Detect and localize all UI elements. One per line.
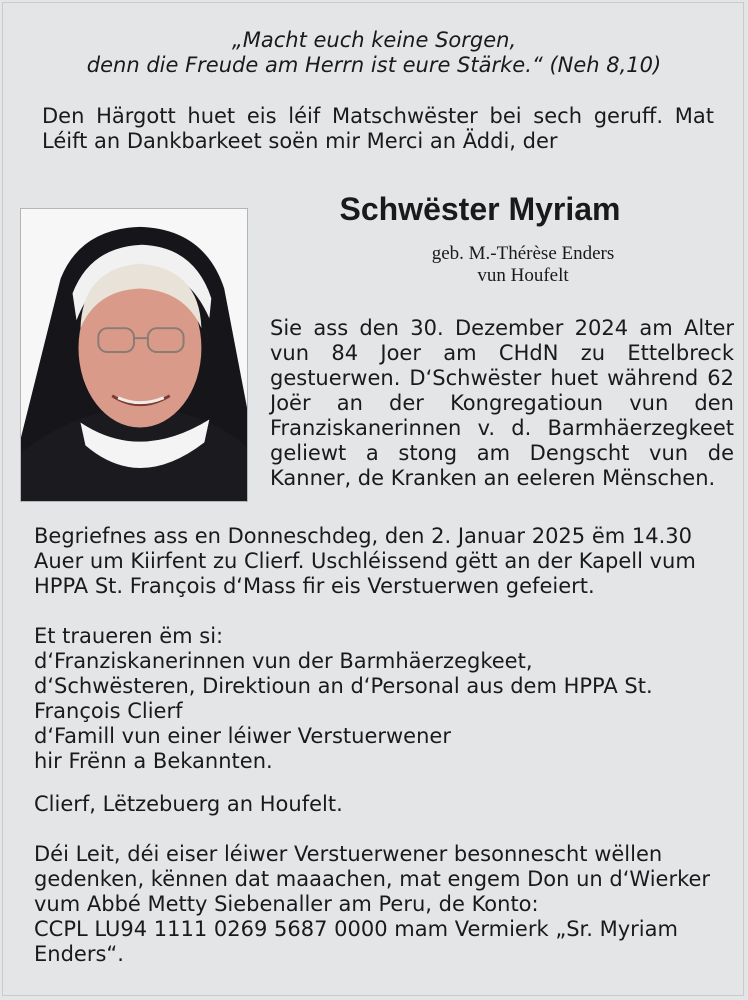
donations-line: CCPL LU94 1111 0269 5687 0000 mam Vermierk „Sr. Myriam [34,917,678,941]
donations-line: Déi Leit, déi eiser léiwer Verstuerwener besonnescht wëllen [34,842,663,866]
funeral-line: Begriefnes ass en Donneschdeg, den 2. Januar 2025 ëm 14.30 [34,524,692,548]
funeral-line: HPPA St. François d‘Mass fir eis Verstuerwen gefeiert. [34,574,595,598]
quote-line: denn die Freude am Herrn ist eure Stärke.“ (Neh 8,10) [86,53,662,77]
places-paragraph [34,792,734,817]
portrait-illustration [21,209,247,501]
places-line: Clierf, Lëtzebuerg an Houfelt. [34,792,343,816]
mourners-line: d‘Franziskanerinnen vun der Barmhäerzegkeet, [34,649,533,673]
quote-line: „Macht euch keine Sorgen, [231,28,517,52]
portrait-photo [20,208,248,502]
mourners-line: d‘Schwësteren, Direktioun an d‘Personal aus dem HPPA St. [34,674,653,698]
birth-info [340,243,706,287]
bible-quote [0,28,748,78]
donations-line: vum Abbé Metty Siebenaller am Peru, de Konto: [34,892,539,916]
birth-name: geb. M.-Thérèse Enders [431,243,615,264]
deceased-name: Schwëster Myriam [339,191,621,227]
mourners-line: d‘Famill vun einer léiwer Verstuerwener [34,724,451,748]
intro-text: Den Härgott huet eis léif Matschwëster bei sech geruff. Mat Léift an Dankbarkeet soën mir Merci an Äddi, der [42,104,714,153]
donations-line: gedenken, kënnen dat maaachen, mat engem Don un d‘Wierker [34,867,711,891]
mourners-line: Et traueren ëm si: [34,624,224,648]
donations-line: Enders“. [34,942,124,966]
funeral-paragraph [34,524,734,599]
mourners-line: hir Frënn a Bekannten. [34,749,273,773]
mourners-line: François Clierf [34,699,183,723]
donations-paragraph [34,842,734,967]
mourners-paragraph [34,624,734,774]
birth-place: vun Houfelt [477,265,569,286]
funeral-line: Auer um Kiirfent zu Clierf. Uschléissend gëtt an der Kapell vum [34,549,696,573]
biography-text: Sie ass den 30. Dezember 2024 am Alter vun 84 Joer am CHdN zu Ettelbreck gestuerwen. D‘Schwëster huet während 62 Joër an der Kongregatioun vun den Franziskanerinnen v. d. Barmhäerzegkeet geliewt a stong am Dengscht vun de Kanner, de Kranken an eeleren Mënschen. [270,316,734,490]
